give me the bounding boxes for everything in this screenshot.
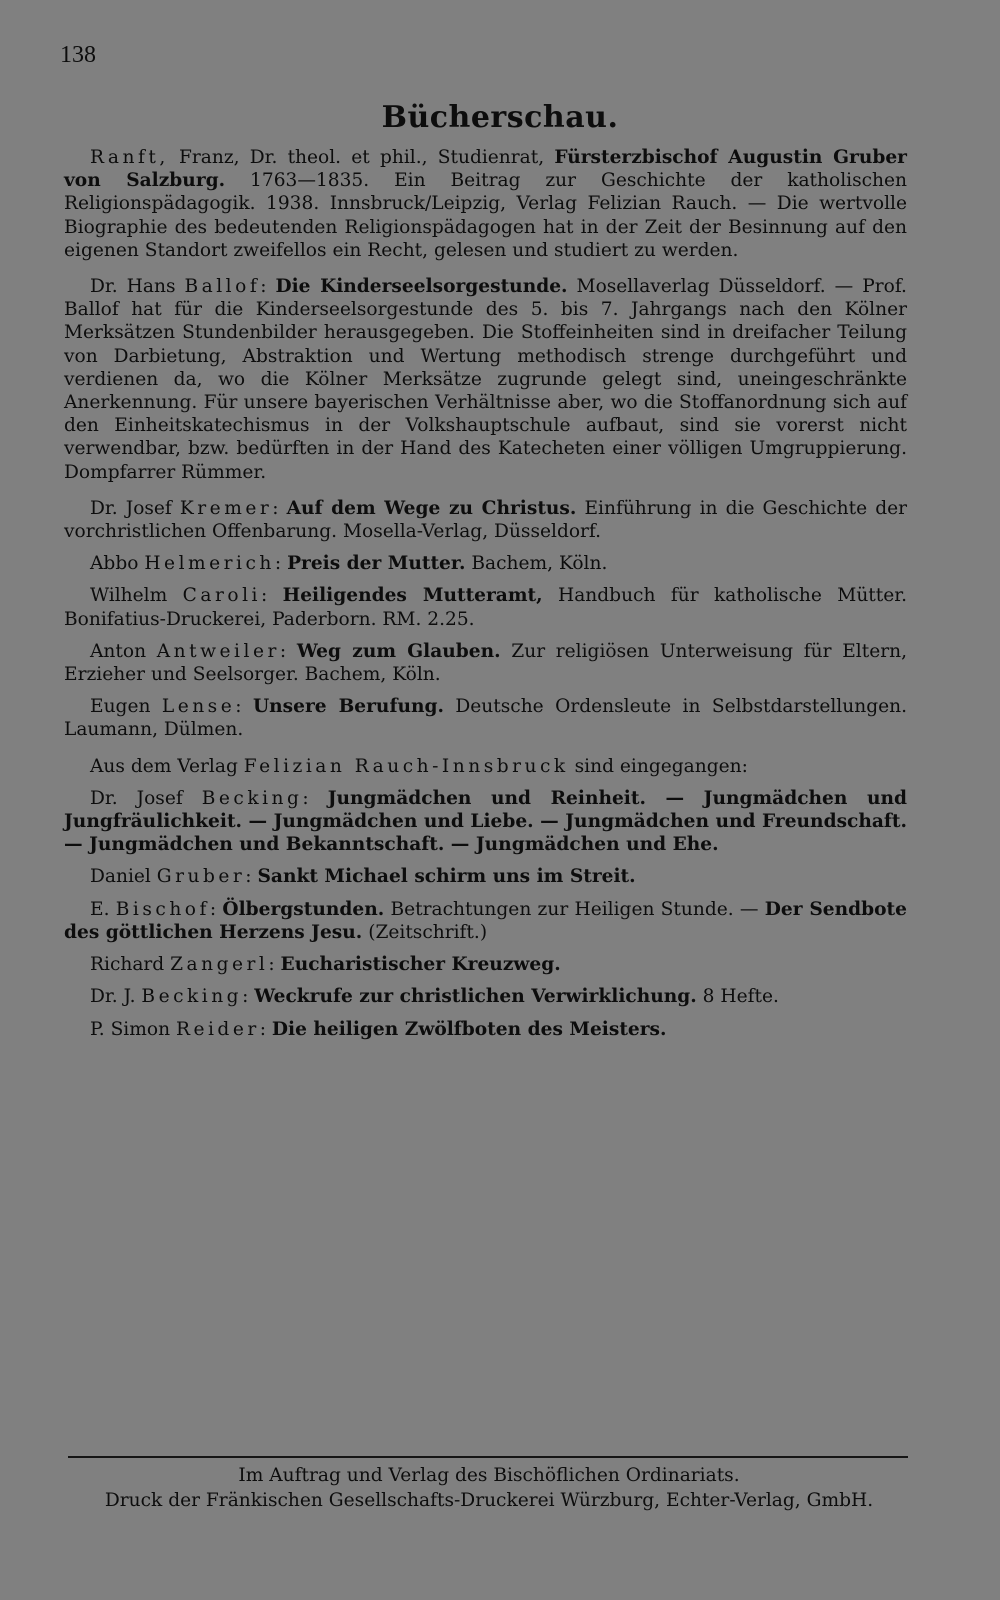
book-title: Sankt Michael schirm uns im Streit. — [257, 866, 636, 888]
received-entry — [64, 865, 907, 888]
author-prefix: Anton — [90, 640, 157, 662]
received-entry — [64, 1018, 907, 1041]
review-entry — [64, 146, 907, 262]
review-text: Handbuch für katholische Mütter. Bonifatius-Druckerei, Paderborn. RM. 2.25. — [64, 585, 907, 630]
received-intro — [64, 755, 907, 778]
review-text: Deutsche Ordensleute in Selbstdarstellungen. Laumann, Dülmen. — [64, 696, 907, 741]
author-name: Lense — [161, 696, 236, 718]
author-name: Kremer — [179, 497, 273, 519]
book-title: Weckrufe zur christlichen Verwirklichung. — [254, 986, 697, 1008]
separator: : — [259, 1018, 272, 1040]
author-prefix: E. — [90, 898, 116, 920]
separator: : — [260, 585, 283, 607]
page-number: 138 — [60, 42, 96, 68]
author-prefix: Dr. Josef — [90, 497, 180, 519]
review-text: (Zeitschrift.) — [362, 921, 488, 943]
author-prefix: P. Simon — [90, 1018, 176, 1040]
imprint-footer — [62, 1463, 916, 1513]
author-prefix: Daniel — [90, 866, 157, 888]
book-title: Die heiligen Zwölfboten des Meisters. — [271, 1018, 667, 1040]
review-entry — [64, 584, 907, 630]
author-name: Gruber — [156, 866, 246, 888]
author-prefix: Richard — [90, 954, 171, 976]
book-title: Heiligendes Mutteramt, — [282, 585, 543, 607]
author-prefix: Dr. J. — [90, 986, 142, 1008]
imprint-line-publisher: Im Auftrag und Verlag des Bischöflichen Ordinariats. — [238, 1465, 740, 1486]
separator: : — [242, 986, 255, 1008]
book-title: Ölbergstunden. — [222, 898, 385, 920]
received-entry — [64, 898, 907, 944]
received-entry — [64, 985, 907, 1008]
author-name: Zangerl — [170, 954, 269, 976]
author-prefix: Abbo — [90, 553, 145, 575]
review-text: Mosellaverlag Düsseldorf. — Prof. Ballof hat für die Kinderseelsorgestunde des 5. bis 7. Jahrgangs nach den Kölner Merksätzen Stundenbilder herausgegeben. Die Stoffeinheiten sind in dreifacher Teilung von Darbietung, Abstraktion und Wertung methodisch strenge durchgeführt und verdienen da, wo die Kölner Merksätze zugrunde gelegt sind, uneingeschränkte Anerkennung. Für unsere bayerischen Verhältnisse aber, wo die Stoffanordnung sich auf den Einheitskatechismus in der Volkshauptschule aufbaut, sind sie vorerst nicht verwendbar, bzw. bedürften in der Hand des Katecheten einer völligen Umgruppierung. Dompfarrer Rümmer. — [64, 276, 907, 483]
review-text: Bachem, Köln. — [465, 553, 608, 575]
author-name: Ranft, — [90, 147, 169, 168]
separator: : — [235, 696, 253, 718]
separator: : — [272, 497, 287, 519]
separator: : — [245, 866, 258, 888]
author-name: Antweiler — [156, 640, 280, 662]
author-name: Caroli — [182, 585, 261, 607]
review-entry — [64, 695, 907, 741]
book-title: Weg zum Glauben. — [296, 640, 501, 662]
author-prefix: Dr. Josef — [90, 787, 202, 809]
review-text: 8 Hefte. — [696, 986, 779, 1008]
separator: : — [209, 898, 223, 920]
book-title: Jungmädchen und Reinheit. — Jungmädchen und Jungfräulichkeit. — Jungmädchen und Liebe. — Jungmädchen und Freundschaft. — Jungmädchen und Bekanntschaft. — Jungmädchen und Ehe. — [64, 787, 907, 856]
review-section — [64, 146, 907, 1041]
separator: : — [268, 954, 281, 976]
author-name: Ballof — [184, 276, 261, 298]
intro-rest: sind eingegangen: — [568, 755, 748, 777]
author-name: Reider — [175, 1018, 260, 1040]
review-entry — [64, 552, 907, 575]
periodical-title: Der Sendbote des göttlichen Herzens Jesu. — [64, 898, 907, 943]
author-name: Becking — [201, 787, 303, 809]
page-title: Bücherschau. — [381, 100, 619, 135]
book-title: Eucharistischer Kreuzweg. — [280, 954, 561, 976]
review-text: 1763—1835. Ein Beitrag zur Geschichte der katholischen Religionspädagogik. 1938. Innsbruck/Leipzig, Verlag Felizian Rauch. — Die wertvolle Biographie des bedeutenden Religionspädagogen hat in der Zeit der Besinnung auf den eigenen Standort zweifellos ein Recht, gelesen und studiert zu werden. — [64, 170, 908, 261]
author-prefix: Wilhelm — [90, 585, 183, 607]
separator: : — [274, 553, 288, 575]
author-prefix: Eugen — [90, 696, 162, 718]
book-title: Auf dem Wege zu Christus. — [286, 497, 577, 519]
intro-prefix: Aus dem Verlag — [90, 755, 244, 777]
book-title: Preis der Mutter. — [287, 553, 466, 575]
review-text: Zur religiösen Unterweisung für Eltern, Erzieher und Seelsorger. Bachem, Köln. — [64, 640, 907, 686]
imprint-line-printer: Druck der Fränkischen Gesellschafts-Druckerei Würzburg, Echter-Verlag, GmbH. — [104, 1490, 874, 1511]
separator: : — [260, 276, 276, 298]
book-title: Unsere Berufung. — [252, 696, 444, 718]
review-entry — [64, 275, 907, 484]
review-entry — [64, 497, 907, 543]
received-entry — [64, 787, 907, 857]
book-title: Fürsterzbischof Augustin Gruber von Salzburg. — [64, 147, 907, 192]
review-text: Einführung in die Geschichte der vorchristlichen Offenbarung. Mosella-Verlag, Düsseldorf. — [64, 497, 907, 543]
review-text: Betrachtungen zur Heiligen Stunde. — — [384, 898, 765, 920]
separator: : — [302, 787, 328, 809]
book-title: Die Kinderseelsorgestunde. — [275, 276, 568, 298]
author-details: Franz, Dr. theol. et phil., Studienrat, — [168, 147, 555, 168]
footer-divider — [68, 1456, 908, 1458]
author-name: Bischof — [115, 898, 210, 920]
author-name: Becking — [141, 986, 243, 1008]
author-prefix: Dr. Hans — [90, 276, 185, 298]
author-name: Helmerich — [144, 553, 275, 575]
publisher-name: Felizian Rauch-Innsbruck — [243, 755, 569, 777]
separator: : — [279, 640, 297, 662]
received-entry — [64, 953, 907, 976]
review-entry — [64, 640, 907, 686]
